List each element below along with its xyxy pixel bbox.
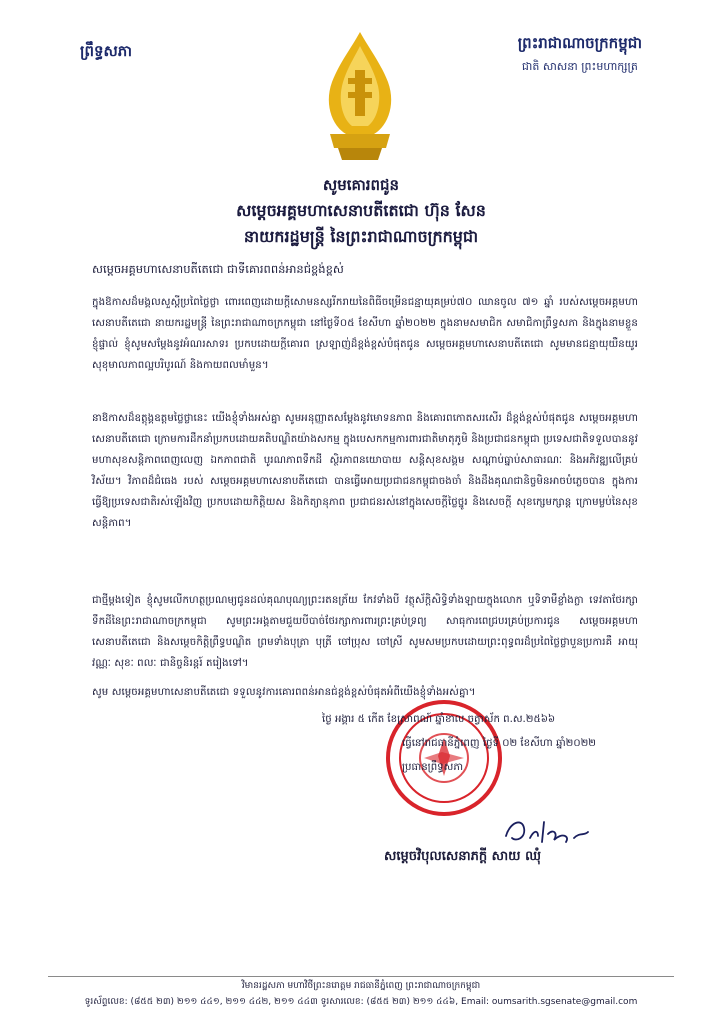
office-title: ប្រធានព្រឹទ្ធសភា <box>402 762 464 773</box>
kingdom-name: ព្រះរាជាណាចក្រកម្ពុជា <box>517 34 642 52</box>
footer-divider <box>48 976 674 977</box>
title-line-3: នាយករដ្ឋមន្ត្រី នៃព្រះរាជាណាចក្រកម្ពុជា <box>243 227 479 246</box>
paragraph-4: សូម សម្តេចអគ្គមហាសេនាបតីតេជោ ទទួលនូវការគោរពពន់អានជ់ខ្ពង់ខ្ពស់បំផុតអំពីយើងខ្ញុំទាំងអស់គ្នា។ <box>92 687 476 698</box>
footer-contact: ទូរស័ព្ទលេខ: (៨៥៥ ២៣) ២១១ ៤៤១, ២១១ ៤៤២, ២១១ ៤៤៣ ទូរសារលេខ: (៨៥៥ ២៣) ២១១ ៤៤៦, Email: oumsarith.sgsenate@gmail.com <box>84 997 638 1007</box>
paragraph-2: នាឱកាសដ៏ឧត្តុង្គឧត្តមថ្លៃថ្លានេះ យើងខ្ញុំទាំងអស់គ្នា សូមអនុញ្ញាតសម្តែងនូវមោទនភាព និងគោរពកោតសរសើរ ដ៏ខ្ពង់ខ្ពស់បំផុតជូន សម្តេចអគ្គមហាសេនាបតីតេជោ ក្រោមការដឹកនាំប្រកបដោយគតិបណ្ឌិតយ៉ាងសកម្ម ក្នុងបេសកកម្មការពារជាតិមាតុភូមិ និងប្រជាជនកម្ពុជា ប្រទេសជាតិទទួលបាននូវមហាសុខសន្តិភាពពេញលេញ ឯកភាពជាតិ បូរណភាពទឹកដី ស្ថិរភាពនយោបាយ សន្តិសុខសង្គម សណ្តាប់ធ្នាប់សាធារណៈ និងអភិវឌ្ឍលើគ្រប់វិស័យ។ វិភាពដ៏ជំធេង របស់ សម្តេចអគ្គមហាសេនាបតីតេជោ បានធ្វើអោយប្រជាជនកម្ពុជាចងចាំ និងដឹងគុណជានិច្ចមិនអាចបំភ្លេចបាន ក្នុងការធ្វើឱ្យប្រទេសជាតិរស់ឡើងវិញ ប្រកបដោយកិត្តិយស និងកិត្យានុភាព ប្រជាជនរស់នៅក្នុងសេចក្តីថ្លៃថ្នូរ និងសេចក្តី សុខក្សេមក្សាន្ត ក្រោមម្លប់នៃសុខសន្តិភាព។ <box>92 413 638 529</box>
salutation: សម្តេចអគ្គមហាសេនាបតីតេជោ ជាទីគោរពពន់អានជ់ខ្ពង់ខ្ពស់ <box>92 262 344 276</box>
signer-name: សម្តេចវិបុលសេនាភក្តី សាយ ឈុំ <box>384 849 541 864</box>
national-motto: ជាតិ សាសនា ព្រះមហាក្សត្រ <box>521 60 638 73</box>
paragraph-3: ជាថ្មីម្តងទៀត ខ្ញុំសូមលើកហត្ថប្រណម្យជូនដល់គុណបុណ្យព្រះរតនត្រ័យ កែវទាំងបី វត្ថុស័ក្តិសិទ្ធិទាំងឡាយក្នុងលោក ឬទិទាមឹខ្លាំងក្លា ទេវតាថែរក្សាទឹកដីនៃព្រះរាជាណាចក្រកម្ពុជា សូមព្រះអង្គតាមជួយបីបាច់ថែរក្សាការពារព្រះគ្រប់ទ្រព្យ សាធុការពេជ្របរគ្រប់ប្រការជូន សម្តេចអគ្គមហាសេនាបតីតេជោ និងសម្តេចកិត្តិព្រឹទ្ធបណ្ឌិត ព្រមទាំងបុត្រា បុត្រី ចៅប្រុស ចៅស្រី សូមសមប្រកបដោយព្រះពុទ្ធពរដ៏ប្រពៃថ្លៃថ្លាបួនប្រការគឺ អាយុ វណ្ណៈ សុខៈ ពលៈ ជានិច្ចនិរន្តរ៍ តរៀងទៅ។ <box>92 595 638 669</box>
lunar-date: ថ្ងៃ អង្គារ ៥ កើត ខែស្រាពណ៍ ឆ្នាំខាល ចត្វាស័ក ព.ស.២៥៦៦ <box>322 714 556 725</box>
footer-address: វិមានរដ្ឋសភា មហាវិថីព្រះនរោត្តម រាជធានីភ្នំពេញ ព្រះរាជាណាចក្រកម្ពុជា <box>241 981 481 991</box>
title-line-2: សម្តេចអគ្គមហាសេនាបតីតេជោ ហ៊ុន សែន <box>236 201 486 220</box>
royal-emblem-icon <box>318 30 402 162</box>
kingdom-header <box>518 34 642 76</box>
recipient-title <box>0 172 722 250</box>
handwritten-signature-icon <box>500 812 592 850</box>
solar-date: ធ្វើនៅរាជធានីភ្នំពេញ ថ្ងៃទី ០២ ខែសីហា ឆ្នាំ២០២២ <box>402 738 597 749</box>
title-line-1: សូមគោរពជូន <box>322 176 400 194</box>
paragraph-1: ក្នុងឱកាសដ៏មង្គលសួស្តីប្រពៃថ្លៃថ្លា ពោរពេញដោយក្តីសោមនស្សរីករាយនៃពិធីចម្រើនជន្មាយុគម្រប់៧០ ឈានចូល ៧១ ឆ្នាំ របស់សម្តេចអគ្គមហាសេនាបតីតេជោ នាយករដ្ឋមន្ត្រី នៃព្រះរាជាណាចក្រកម្ពុជា នៅថ្ងៃទី០៥ ខែសីហា ឆ្នាំ២០២២ ក្នុងនាមសមាជិក សមាជិកាព្រឹទ្ធសភា និងក្នុងនាមខ្លួនខ្ញុំផ្ទាល់ ខ្ញុំសូមសម្តែងនូវអំណរសាទរ ប្រកបដោយក្តីគោរព ស្រឡាញ់ដ៏ខ្ពង់ខ្ពស់បំផុតជូន សម្តេចអគ្គមហាសេនាបតីតេជោ សូមមានជន្មាយុយឺនយូរ សុខុមាលភាពល្អបរិបូរណ៍ និងកាយពលមាំមួន។ <box>92 297 638 371</box>
senate-label: ព្រឹទ្ធសភា <box>80 42 133 60</box>
